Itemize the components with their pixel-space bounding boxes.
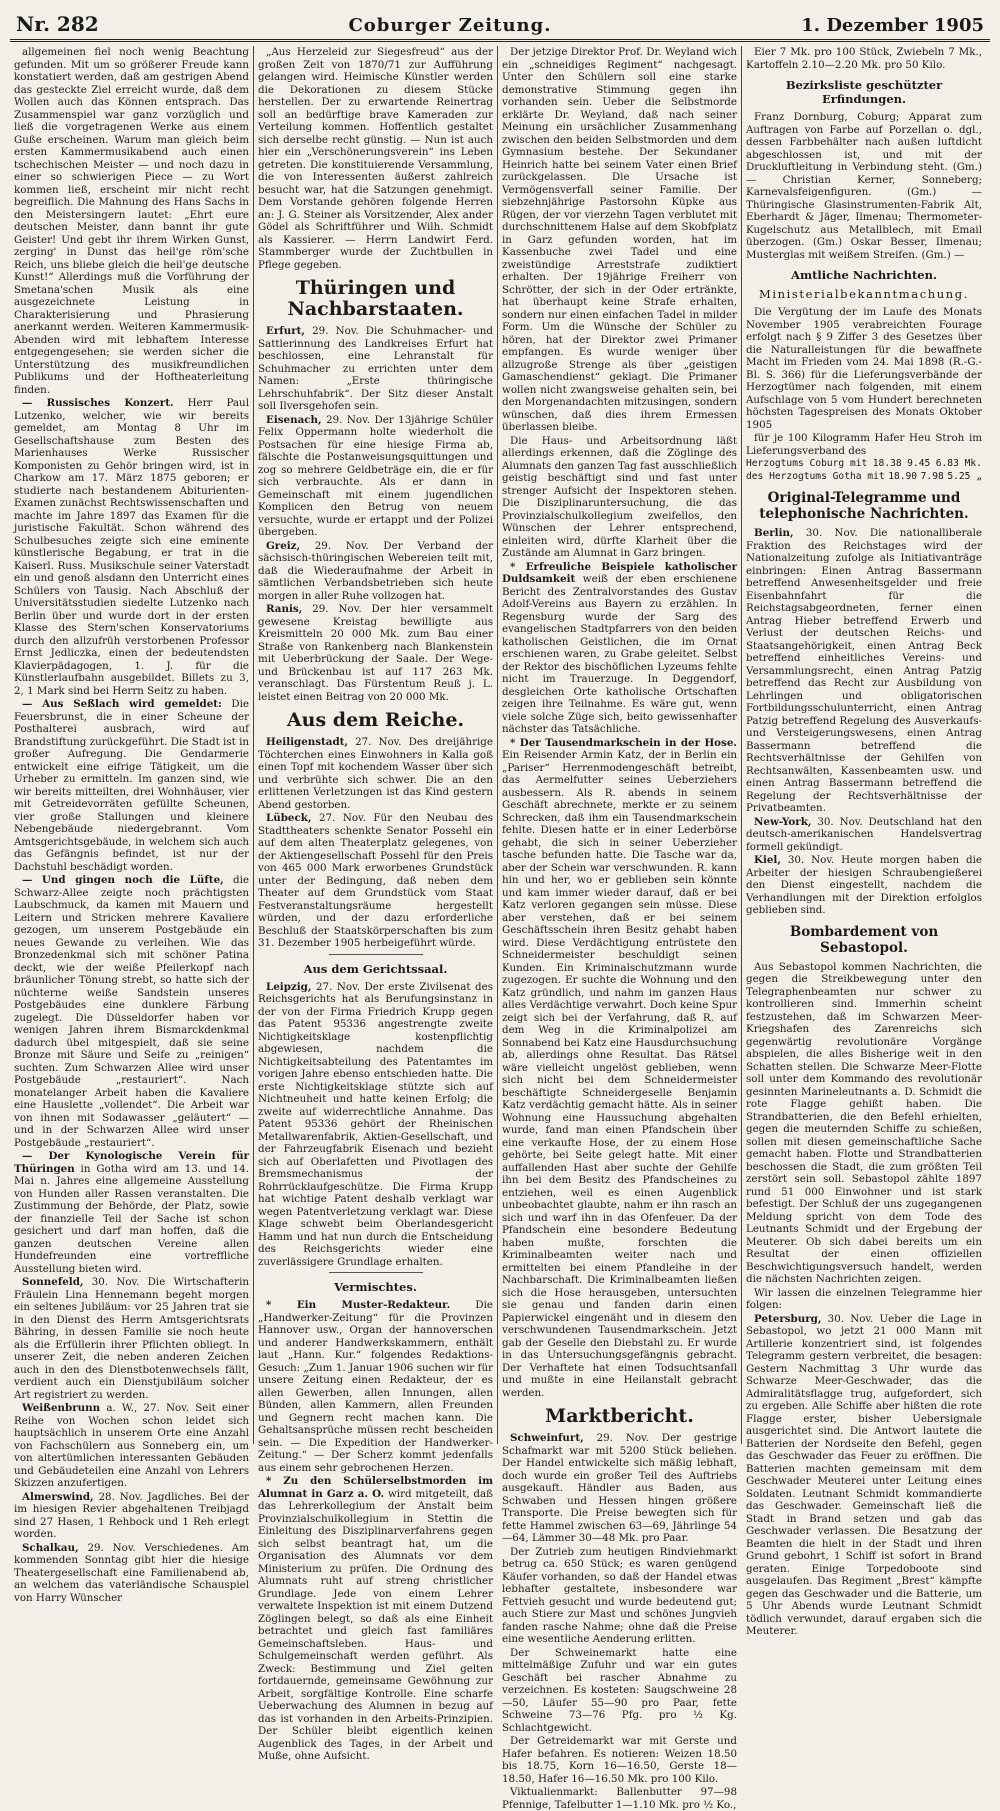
article xyxy=(502,561,737,736)
article-heading: — Russisches Konzert. xyxy=(22,397,174,409)
article-text: Ein Reisender Armin Katz, der in Berlin ein „Pariser“ Herrenmodengeschäft betreibt, das Aermelfutter seines Ueberziehers ausbessern. Als R. abends in seinem Geschäft abrechnete, merkte er zu seinem Schrecken, daß ihm ein Tausendmarkschein fehlte. Diesen hatte er in einer Lederbörse gehabt, die sich in seiner Ueberzieher tasche befunden hatte. Die Tasche war da, aber der Schein war verschwunden. R. kann hin und her, wo er geblieben sein könnte und kam immer wieder darauf, daß er bei Katz verloren gegangen sein müsse. Diese aber verstehen, daß er bei seinem Geschäftsschein ihren Besitz gehabt haben wird. Diese Verdächtigung entrüstete den Schneidermeister beschuldigt seinen Kunden. Ein Kriminalschutzmann wurde zugezogen. Er suchte die Wohnung und den Katz gründlich, und nahm im ganzen Haus alles Verdächtige verwahrt. Doch keine Spur zeigt sich bei der Verfahrung, daß R. auf dem Weg in die Kriminalpolizei am Sonnabend bei Katz eine Hausdurchsuchung ab, allerdings ohne Resultat. Das Rätsel wäre vielleicht ungelöst geblieben, wenn sich nicht bei dem Schneidermeister beschäftigte Schneidergeselle Benjamin Katz verdächtig gemacht hätte. Als in seiner Wohnung eine Haussuchung abgehalten wurde, fand man einen Pfandschein über eine verkaufte Hose, der zu einem Hose gehörte, bei Seite gelegt hatte. Mit einer auffallenden Hast aber suchte der Gehilfe ihn bei dem Besitz des Pfandscheines zu entziehen, weil es einen Augenblick unbeobachtet glaubte, nahm er ihn rasch an sich und warf ihn in das Ofenfeuer. Da der Pfandschein eine besondere Bedeutung haben mußte, forschten die Kriminalbeamten weiter nach und ermittelten bei einem Pfandleihe in der Nachbarschaft. Die Kriminalbeamten ließen sich die Hose herausgeben, untersuchten sie genau und fanden darin einen Papierwickel eingenäht und in diesem den verschwundenen Tausendmarkschein. Jetzt gab der Geselle den Diebstahl zu. Er wurde in das Untersuchungsgefängnis gebracht. Der Verhaftete hat einen Todsuchtsanfall und mußte in eine Heilanstalt gebracht werden. xyxy=(502,749,737,1399)
article-heading: Petersburg, xyxy=(754,1312,822,1325)
article-heading: Eisenach, xyxy=(266,413,322,426)
column-3 xyxy=(498,46,742,1811)
article-heading: Ranis, xyxy=(266,603,303,615)
article-text: 27. Nov. Für den Neubau des Stadttheaters schenkte Senator Possehl ein auf dem alten Theaterplatz gelegenes, von der Aktiengesellschaft Possehl für den Preis von 465 000 Mark erworbenes Grundstück unter der Bedingung, daß neben dem Theater auf dem Grundstück vom Staat Festveranstaltungsräume hergestellt würden, und der dazu erforderliche Beschluß der Staatskörperschaften bis zum 31. Dezember 1905 herbeigeführt würde. xyxy=(258,812,493,949)
article-heading: Schalkau, xyxy=(22,1541,79,1554)
article-heading: — Und gingen noch die Lüfte, xyxy=(22,874,224,886)
price-label: Herzogtums Coburg mit xyxy=(746,458,868,469)
price-stroh: 6.83 Mk. xyxy=(935,458,982,469)
article xyxy=(14,397,249,697)
section-title: Bezirksliste geschützter Erfindungen. xyxy=(785,78,943,106)
article-text: 27. Nov. Des dreijährige Töchterchen eines Einwohners in Kalla goß einen Topf mit kochendem Wasser über sich und verbrühte sich schwer. Die an den erlittenen Verletzungen ist das Kind gestern Abend gestorben. xyxy=(258,736,493,811)
article-heading: Almerswind, xyxy=(22,1490,94,1503)
column-1 xyxy=(10,46,254,1604)
article xyxy=(502,1432,737,1545)
article xyxy=(258,540,493,603)
article-text: 30. Nov. Ueber die Lage in Sebastopol, wo jetzt 21 000 Mann mit Artillerie konzentriert sind, ist folgendes Telegramm gestern verbreitet, die besagen: Gestern Nachmittag 3 Uhr wurde das Schwarze Meer-Geschwader, das die Admiralitätsflagge trug, aufgefordert, sich zu ergeben. Alle Schiffe aber hißten die rote Flagge erster, bisher Uebersignale ausgerichtet sind. Die Antwort lautete die Batterien der Nordseite den Befehl, gegen das Geschwader das Feuer zu eröffnen. Die Batterien machten gemeinsam mit dem Geschwader Meuterei unter Leitung eines Soldaten. Leutnant Schmidt kommandierte das Geschwader. Gemeinschaft ließ die Stadt in Brand setzen und gab das Geschwader verlassen. Die Besatzung der Beamten die hielt in der Stadt und ihren Grund gebohrt, 1 Schiff ist sofort in Brand geraten. Einige Torpedoboote sind ausgelaufen. Das Regiment „Brest“ kämpfte gegen das Geschwader und die Batterie, um 5 Uhr Abends wurde Leutnant Schmidt tödlich verwundet, darauf ergaben sich die Meuterer. xyxy=(746,1312,983,1637)
article-text: 27. Nov. Der erste Zivilsenat des Reichsgerichts hat als Berufungsinstanz in der von der Firma Friedrich Krupp gegen das Patent 95336 angestrengte zweite Nichtigkeitsklage kostenpflichtig abgewiesen, nachdem die Nichtigkeitsabteilung des Patentamtes im vorigen Jahre ebenso entschieden hatte. Die erste Nichtigkeitsklage stützte sich auf Nichtneuheit und hatte keinen Erfolg; die zweite auf widerrechtliche Annahme. Das Patent 95336 gehört der Rheinischen Metallwarenfabrik, Aktien-Gesellschaft, und der Fahrzeugfabrik Eisenach und bezieht sich auf Oberlafetten und Pivotlagen des Bremsmechanismus der Rohrrücklaufgeschütze. Die Firma Krupp hat wichtige Patent deshalb verklagt war wegen Patentverletzung verklagt war. Diese Klage schwebt beim Oberlandesgericht Hamm und hat nun durch die Entscheidung des Reichsgerichts wieder eine zuverlässigere Grundlage erhalten. xyxy=(258,980,493,1268)
masthead xyxy=(10,0,990,42)
article-text: Der Zutrieb zum heutigen Rindviehmarkt betrug ca. 650 Stück; es waren genügend Käufer vorhanden, so daß der Handel etwas lebhafter gestaltete, insbesondere war Fettvieh gesucht und wurde bedeutend gut; auch Stiere zur Mast und schönes Jungvieh fanden rasche Nahme; ohne daß die Preise eine wesentliche Aenderung erlitten. xyxy=(502,1545,737,1645)
article xyxy=(14,1542,249,1605)
price-row xyxy=(746,471,982,484)
price-hafer: 18.38 xyxy=(872,458,902,469)
columns xyxy=(10,46,990,1811)
section-title: Vermischtes. xyxy=(334,1280,417,1294)
article-text: wird mitgeteilt, daß das Lehrerkollegium der Anstalt beim Provinzialschulkollegium in Stettin die Einleitung des Disziplinarverfahrens gegen sich selbst beantragt hat, um die Organisation des Alumnats vor dem Ministerium zu prüfen. Die Ordnung des Alumnats ruht auf streng christlicher Grundlage. Jede von einem Lehrer verwaltete Inspektion ist mit einem Dutzend Zöglingen belegt, so daß als eine Einheit betrachtet und gleich fast familiäres Gemeinschaftsleben. Haus- und Schulgemeinschaft werden geführt. Als Zweck: Bestimmung und Ziel gelten fortdauernde, gemeinsame Gewöhnung zur Arbeit, sorgfältige Kontrolle. Eine scharfe Ueberwachung des Alumnen in bezug auf das ist vorhanden in den Arbeits-Prinzipien. Der Schüler bleibt eigentlich keinen Augenblick des Tages, in der Arbeit und Muße, ohne Aufsicht. xyxy=(258,1487,493,1762)
article-heading: Schweinfurt, xyxy=(510,1432,584,1444)
article-text: Die „Handwerker-Zeitung“ für die Provinzen Hannover usw., Organ der hannoverschen und anderer Handwerkskammern, enthält laut „Hann. Kur.“ folgendes Redaktions-Gesuch: „Zum 1. Januar 1906 suchen wir für unsere Zeitung einen Redakteur, der es allen Gewerben, allen Innungen, allen Bünden, allen Kammern, allen Freunden und Gegnern recht machen kann. Die Gehaltsansprüche müssen recht bescheiden sein. — Die Expedition der Handwerker-Zeitung.“ — Der Scherz kommt jedenfalls aus einem sehr gebrochenen Herzen. xyxy=(258,1299,493,1474)
article xyxy=(258,325,493,413)
column-4 xyxy=(742,46,986,1637)
article-heading: Leipzig, xyxy=(266,980,312,993)
section-title: Amtliche Nachrichten. xyxy=(791,268,937,282)
article-heading: * Der Tausendmarkschein in der Hose. xyxy=(510,736,737,749)
article xyxy=(14,1402,249,1490)
article-text: Der Getreidemarkt war mit Gerste und Hafer befahren. Es notieren: Weizen 18.50 bis 18.75, Korn 16—16.50, Gerste 18—18.50, Hafer 16—16.50 Mk. pro 100 Kilo. xyxy=(502,1735,737,1785)
article-text: 30. Nov. Heute morgen haben die Arbeiter der hiesigen Schraubengießerei den Dienst eingestellt, nachdem die Verhandlungen mit der Direktion erfolglos geblieben sind. xyxy=(746,854,982,916)
article-text: Franz Dornburg, Coburg; Apparat zum Auftragen von Farbe auf Porzellan o. dgl., dessen Farbbehälter nach außen luftdicht abgeschlossen ist, und mit der Druckluftleitung in Verbindung steht. (Gm.) — Christian Kerner, Sonneberg; Karnevalsfeigenfiguren. (Gm.) — Thüringische Glasinstrumenten-Fabrik Alt, Eberhardt & Jäger, Ilmenau; Thermometer-Kugelschutz aus Metallblech, mit Email überzogen. (Gm.) Oskar Besser, Ilmenau; Musterglas mit weißem Streifen. (Gm.) — xyxy=(746,111,982,261)
article-text: 29. Nov. Der 13jährige Schüler Felix Oppermann holte wiederholt die Postsachen für eine hiesige Firma ab, fälschte die Postanweisungsquittungen und zog so mehrere Geldbeträge ein, die er für sich verbrauchte. Als er dann in Gemeinschaft mit einem jugendlichen Komplicen den Betrug von neuem versuchte, wurde er ertappt und der Polizei übergeben. xyxy=(258,413,493,538)
section-title: Aus dem Reiche. xyxy=(286,709,465,731)
article-text: 28. Nov. Jagdliches. Bei der im hiesigen Revier abgehaltenen Treibjagd sind 27 Hasen, 1 Rehbock und 1 Reh erlegt worden. xyxy=(14,1490,249,1540)
article-heading: Weißenbrunn xyxy=(22,1402,101,1414)
article-heading: * Ein Muster-Redakteur. xyxy=(266,1299,451,1311)
price-row xyxy=(746,458,982,471)
article-text: allgemeinen fiel noch wenig Beachtung gefunden. Mit um so größerer Freude kann konstatiert werden, daß am gestrigen Abend das gesteckte Ziel erreicht wurde, daß dem Wollen auch das Können entsprach. Das Zusammenspiel war ganz vorzüglich und ließ die vorgetragenen Werke aus einem Guße erscheinen. Warum man gleich beim ersten Kammermusikabend auch einen tschechischen Meister — und noch dazu in einer so schwierigen Piece — zu Wort kommen ließ, erscheint mir nicht recht begreiflich. Die Mahnung des Hans Sachs in den Meistersingern lautet: „Ehrt eure deutschen Meister, dann bannt ihr gute Geister! Und gebt ihr ihrem Wirken Gunst, zerging' in Dunst das heil'ge röm'sche Reich, uns bliebe gleich die heil'ge deutsche Kunst!“ Allerdings muß die Vorführung der Smetana'schen Musik als eine ausgezeichnete Leistung in Charakterisierung und Phrasierung anerkannt werden. Weiteren Kammermusik-Abenden wird mit lebhaftem Interesse entgegengesehen; sie werden sicher die Unterstützung des musikfreundlichen Publikums und der Hoftheaterleitung finden. xyxy=(14,46,249,396)
article-text: 29. Nov. Die Schuhmacher- und Sattlerinnung des Landkreises Erfurt hat beschlossen, eine Lehranstalt für Schuhmacher zu errichten unter dem Namen: „Erste thüringische Lehrschuhfabrik“. Der Sitz dieser Anstalt soll Ilversgehofen sein. xyxy=(258,325,493,412)
article-text: a. W., 27. Nov. Seit einer Reihe von Wochen schon leidet sich hauptsächlich in unserem Orte eine Anzahl von Fachschülern aus Sonneberg ein, um von altertümlichen interessanten Gebäuden und Gebäudeteilen eine Anzahl von Lehrers Skizzen anzufertigen. xyxy=(14,1402,249,1489)
article xyxy=(258,1475,493,1763)
article xyxy=(14,1150,249,1275)
article-heading: * Erfreuliche Beispiele katholischer Duldsamkeit xyxy=(502,560,737,585)
newspaper-title: Coburger Zeitung. xyxy=(348,15,552,36)
article-text: Der jetzige Direktor Prof. Dr. Weyland wich ein „schneidiges Regiment“ nachgesagt. Unter den Schülern soll eine starke demonstrative Stimmung gegen ihn vorhanden sein. Ueber die Selbstmorde erklärte Dr. Weyland, daß nach seiner Meinung ein ursächlicher Zusammenhang zwischen den beiden Selbstmorden und dem Gymnasium bestehe. Der Sekundaner Heinrich hatte bei seinem Vater einen Brief zurückgelassen. Die Ursache ist Vermögensverfall seiner Familie. Der siebzehnjährige Pastorsohn Küpke aus Rügen, der vor vierzehn Tagen verblutet mit durchschnittenem Halse auf dem Skobfplatz in Garz gefunden worden, hat im Kassenbuche zwei Tadel und eine zweistündige Arreststrafe zudiktiert erhalten. Der 19jährige Freiherr von Schrötter, der sich in der Oder ertränkte, hat überhaupt keine Strafe erhalten, sondern nur einen einfachen Tadel in milder Form. Um die Wünsche der Schüler zu hören, hat der Direktor zwei Primaner empfangen. Es wurde weniger über allzugroße Strenge als über „geistigen Gamaschendienst“ geklagt. Die Primaner wollen nicht zwangsweise gehalten sein, bei den Morgenandachten mitzusingen, sondern wünschen, daß dies ihrem Ermessen überlassen bleibe. xyxy=(502,46,737,433)
article-text: 30. Nov. Die nationalliberale Fraktion des Reichstages wird der Nationalzeitung zufolge als Initiativanträge einbringen: Einen Antrag Bassermann betreffend Anwesenheitsgelder und freie Eisenbahnfahrt für die Reichstagsabgeordneten, ferner einen Antrag Hieber betreffend Erwerb und Verlust der deutschen Reichs- und Staatsangehörigkeit, einen Antrag Beck betreffend einheitliches Vereins- und Versammlungsrecht, einen Antrag Patzig betreffend das Recht zur Ausbildung von Lehrlingen und obligatorischen Fortbildungsschulunterricht, einen Antrag Patzig betreffend Regelung des Ausverkaufs- und Versteigerungswesens, einen Antrag Bassermann betreffend die Rechtsverhältnisse der Gehilfen von Rechtsanwälten, Kassenbeamten usw. und einen Antrag Bassermann betreffend die Regelung der Rechtsverhältnisse der Privatbeamten. xyxy=(746,527,982,814)
article xyxy=(14,1276,249,1401)
article-text: Viktualienmarkt: Ballenbutter 97—98 Pfennige, Tafelbutter 1—1.10 Mk. pro ½ Ko., xyxy=(502,1786,737,1811)
article-text: die Schwarz-Alleе zeigte noch prächtigsten Laubschmuck, da kamen mit Mauern und Leitern und Stricken mehrere Kavaliere gezogen, um unserem Postgebäude ein neues Gewande zu verleihen. Wie das Bronzedenkmal sich mit schöner Patina deckt, wie der weiße Pfeilerkopf nach bräunlicher Tönung strebt, so hatte sich der nüchterne weiße Sandstein unseres Postgebäudes eine dunklere Färbung zugelegt. Die Düsseldorfer haben vor wenigen Jahren ihrem Bismarckdenkmal dadurch übel mitgespielt, daß sie seine Bronze mit Säure und Seife zu „reinigen“ suchten. Zum Schwarzen Alleе wird unser Postgebäude „restauriert“. Nach monatelanger Arbeit haben die Kavaliere eine Hauslette „vollendet“. Die Arbeit war von ihnen mit Sodawasser „geläutert“ — und in der Schwarzen Alleе wird unser Postgebäude „restauriert“. xyxy=(14,874,249,1149)
article xyxy=(14,874,249,1149)
article-heading: Berlin, xyxy=(754,527,794,539)
divider xyxy=(329,1272,423,1273)
section-title: Thüringen und Nachbarstaaten. xyxy=(287,277,464,320)
article-heading: Sonnefeld, xyxy=(22,1276,84,1288)
article xyxy=(746,527,982,815)
section-title: Original-Telegramme und telephonische Nachrichten. xyxy=(759,490,969,522)
article-text: Die Feuersbrunst, die in einer Scheune der Posthalterei ausbrach, wird auf Brandstiftung zurückgeführt. Die Stadt ist in großer Aufregung. Die Gendarmerie entwickelt eine eifrige Tätigkeit, um die Urheber zu ermitteln. Im ganzen sind, wie wir bereits mitteilten, drei Wohnhäuser, vier mit Getreidevorräten gefüllte Scheunen, vier große Stallungen und kleinere Nebengebäude niedergebrannt. Vom Amtsgerichtsgebäude, in welchem sich auch das Gefängnis befindet, ist nur der Dachstuhl beschädigt worden. xyxy=(14,698,249,873)
price-hafer: 18.90 xyxy=(888,470,918,482)
article xyxy=(258,812,493,950)
article-heading: — Der Kynologische Verein für Thüringen xyxy=(14,1150,249,1175)
article-text: 29. Nov. Verschiedenes. Am kommenden Sonntag gibt hier die hiesige Theatergesellschaft eine Familienabend ab, an welchem das vaterländische Schauspiel von Harry Wünscher xyxy=(14,1541,250,1604)
article-text: 29. Nov. Der gestrige Schafmarkt war mit 5200 Stück beliehen. Der Handel entwickelte sich mäßig lebhaft, doch wurde ein großer Teil des Auftriebs ausgekauft. Händler aus Baden, aus Schwaben und Hessen hingen größere Transporte. Die Preise bewegten sich für fette Hammel zwischen 63—69, Jährlinge 54—64, Lämmer 30—48 Mk. pro Paar. xyxy=(502,1432,737,1544)
article-text: „Aus Herzeleid zur Siegesfreud“ aus der großen Zeit von 1870/71 zur Aufführung gelangen wird. Heimische Künstler werden die Dekorationen zu diesem Stücke herstellen. Der zu erwartende Reinertrag soll an bedürftige brave Kameraden zur Verteilung kommen. Hoffentlich gestaltet sich derselbe recht günstig. — Nun ist auch hier ein „Verschönerungsverein“ ins Leben getreten. Die konstituierende Versammlung, die von Interessenten äußerst zahlreich besucht war, hat die Satzungen genehmigt. Dem Vorstande gehören folgende Herren an: J. G. Steiner als Vorsitzender, Alex ander Gödel als Schriftführer und Wilh. Schmidt als Kassierer. — Herrn Landwirt Ferd. Stammberger wurde der Zuchtbullen in Pflege gegeben. xyxy=(258,46,493,271)
article-text: in Gotha wird am 13. und 14. Mai n. Jahres eine allgemeine Ausstellung von Hunden aller Rassen veranstalten. Die Zustimmung der Behörde, der Platz, sowie der finanzielle Teil der Sache ist schon gesichert und darf man hoffen, daß die ganzen deutschen Vereine allen Hundefreunden eine vortreffliche Ausstellung bieten wird. xyxy=(14,1162,249,1275)
divider xyxy=(329,954,423,955)
issue-number: Nr. 282 xyxy=(16,12,99,36)
article-text: Aus Sebastopol kommen Nachrichten, die gegen die Streikbewegung unter den Telegraphenbeamten nur schwer zu kontrollieren sind. Immerhin scheint festzustehen, daß im Schwarzen Meer-Kriegshafen des Zarenreichs sich gegenwärtig revolutionäre Vorgänge abspielen, die alles Bisherige weit in den Schatten stellen. Die Schwarze Meer-Flotte soll unter dem Kommando des revolutionär gesinnten Marineleutnants a. D. Schmidt die rote Flagge gehißt haben. Die Strandbatterien, die den Befehl erhielten, gegen die meuternden Schiffe zu schießen, sollen mit diesen gemeinschaftliche Sache gemacht haben. Flotte und Strandbatterien beschossen die Stadt, die zum größten Teil zerstört sein soll. Sebastopol zählte 1897 rund 51 000 Einwohner und ist stark befestigt. Der Schluß der uns zugegangenen Meldung spricht von dem Tode des Leutnants Schmidt und der Ergebung der Meuterer. Ob sich dabei bereits um ein Resultat der einen offiziellen Beschwichtigungsversuch handelt, werden die nächsten Nachrichten zeigen. xyxy=(746,960,982,1285)
price-label: des Herzogtums Gotha mit xyxy=(746,470,885,482)
article-text: 29. Nov. Der Verband der sächsisch-thüringischen Webereien teilt mit, daß die Wiederaufnahme der Arbeit in sämtlichen Verbandsbetrieben sich heute morgen in aller Ruhe vollzogen hat. xyxy=(258,539,493,602)
article-text: weiß der eben erschienene Bericht des Zentralvorstandes des Gustav Adolf-Vereins aus Bayern zu erzählen. In Regensburg wurde der Sarg des evangelischen Stadtpfarrers von den beiden katholischen Geistlichen, die im Ornat erschienen waren, zu Grabe geleitet. Selbst der Rektor des bischöflichen Lyzeums fehlte nicht im Trauerzuge. In Deggendorf, desgleichen Orte katholische Ortschaften zeigen ihre Teilnahme. Es wäre gut, wenn viele solche Züge sich, beito gewissenhafter nächster das Tatsächliche. xyxy=(502,573,737,735)
article xyxy=(746,816,982,854)
article-heading: Erfurt, xyxy=(266,325,305,337)
article-heading: Lübeck, xyxy=(266,812,312,824)
article xyxy=(258,981,493,1269)
column-2 xyxy=(254,46,498,1762)
article-text: Wir lassen die einzelnen Telegramme hier folgen: xyxy=(746,1286,982,1311)
section-subtitle: Ministerialbekanntmachung. xyxy=(758,287,970,301)
article xyxy=(14,1491,249,1541)
article xyxy=(258,414,493,539)
section-title: Bombardement von Sebastopol. xyxy=(789,923,939,956)
article xyxy=(14,698,249,873)
article-text: Der Schweinemarkt hatte eine mittelmäßige Zufuhr und war ein gutes Geschäft bei rascher Abnahme zu verzeichnen. Es kosteten: Saugschweine 28—50, Läufer 55—90 pro Paar, fette Schweine 73—76 Pfg. pro ½ Kg. Schlachtgewicht. xyxy=(502,1646,737,1734)
article-text: Eier 7 Mk. pro 100 Stück, Zwiebeln 7 Mk., Kartoffeln 2.10—2.20 Mk. pro 50 Kilo. xyxy=(746,46,982,71)
section-title: Aus dem Gerichtssaal. xyxy=(303,961,448,976)
article-heading: Heiligenstadt, xyxy=(266,736,349,748)
article xyxy=(746,1313,982,1638)
article xyxy=(502,737,737,1400)
article-text: für je 100 Kilogramm Hafer Heu Stroh im Lieferungsverband des xyxy=(746,432,982,457)
price-heu: 9.45 xyxy=(907,458,931,469)
article-text: 30. Nov. Deutschland hat den deutsch-amerikanischen Handelsvertrag formell gekündigt. xyxy=(746,815,982,853)
article xyxy=(258,603,493,703)
article-text: Die Vergütung der im Laufe des Monats November 1905 verabreichten Fourage erfolgt nach § 9 Ziffer 3 des Gesetzes über die Naturalleistungen für die bewaffnete Macht im Frieden vom 24. Mai 1898 (R.-G.-Bl. S. 366) für die Lieferungsverbände der Herzogtümer nach folgenden, mit einem Aufschlage von 5 vom Hundert berechneten höchsten Tagespreisen des Monats Oktober 1905 xyxy=(746,306,982,431)
article xyxy=(746,854,982,917)
article-heading: New-York, xyxy=(754,815,812,828)
article-heading: * Zu den Schülerselbstmorden im Alumnat in Garz a. O. xyxy=(258,1475,493,1500)
article-text: Herr Paul Lutzenko, welcher, wie wir bereits gemeldet, am Montag 8 Uhr im Gesellschaftshause zum Besten des Marienhauses Werke Russischer Komponisten zu Gehör bringen wird, ist in Charkow am 17. März 1875 geboren; er studierte nach bestandenem Abiturienten-Examen zunächst Rechtswissenschaften und machte im Jahre 1897 das Examen für die juristische Fakultät. Schon während des Schulbesuches zeigte sich eine eminente künstlerische Begabung, er trat in die Kaiserl. Russ. Musikschule seiner Vaterstadt ein und genoß alsdann den Unterricht eines Schülers von Tausig. Nach Abschluß der Universitätsstudien siedelte Lutzenko nach Berlin über und wurde dort in der ersten Klasse des Stern'schen Konservatoriums durch den allzufrüh verstorbenen Professor Ernst Jedliczka, einen der bedeutendsten Klavierpädagogen, 1. J. für die Künstlerlaufbahn ausgebildet. Billets zu 3, 2, 1 Mark sind bei Herrn Seitz zu haben. xyxy=(14,397,249,697)
article-text: Die Haus- und Arbeitsordnung läßt allerdings erkennen, daß die Zöglinge des Alumnats den ganzen Tag fast ausschließlich geistig beschäftigt sind und fast unter strenger Aufsicht der Inspektoren stehen. Die Disziplinaruntersuchung, die das Provinzialschulkollegium zweifellos, den Wünschen der Lehrer entsprechend, einleiten wird, dürfte Klarheit über die Zustände am Alumnat in Garz bringen. xyxy=(502,434,737,559)
article xyxy=(258,736,493,811)
price-stroh: 5.25 „ xyxy=(947,470,982,482)
article-text: 29. Nov. Der hier versammelt gewesene Kreistag bewilligte aus Kreismitteln 20 000 Mk. zum Bau einer Straße von Rankenberg nach Blankenstein mit Ueberbrückung der Saale. Der Wege- und Brückenbau ist auf 117 263 Mk. veranschlagt. Das Fürstentum Reuß j. L. leistet einen Beitrag von 20 000 Mk. xyxy=(258,603,493,703)
article-heading: Greiz, xyxy=(266,539,301,552)
article xyxy=(258,1299,493,1474)
article-heading: Kiel, xyxy=(754,854,781,866)
section-title: Marktbericht. xyxy=(545,1405,694,1427)
article-text: 30. Nov. Die Wirtschafterin Fräulein Lina Hennemann begeht morgen ein seltenes Jubiläum: vor 25 Jahren trat sie in den Dienst des Herrn Amtsgerichtsrats Bähring, in dessen Familie sie noch heute als die Erfüllerin ihrer Pflichten obliegt. In unserer Zeit, die neben anderen Zeichen auch in den des Dienstbotenwechsels fällt, verdient auch ein Dienstjubiläum solcher Art registriert zu werden. xyxy=(14,1276,249,1401)
issue-date: 1. Dezember 1905 xyxy=(801,15,984,36)
article-heading: — Aus Seßlach wird gemeldet: xyxy=(22,698,222,710)
price-heu: 7.98 xyxy=(920,470,944,482)
